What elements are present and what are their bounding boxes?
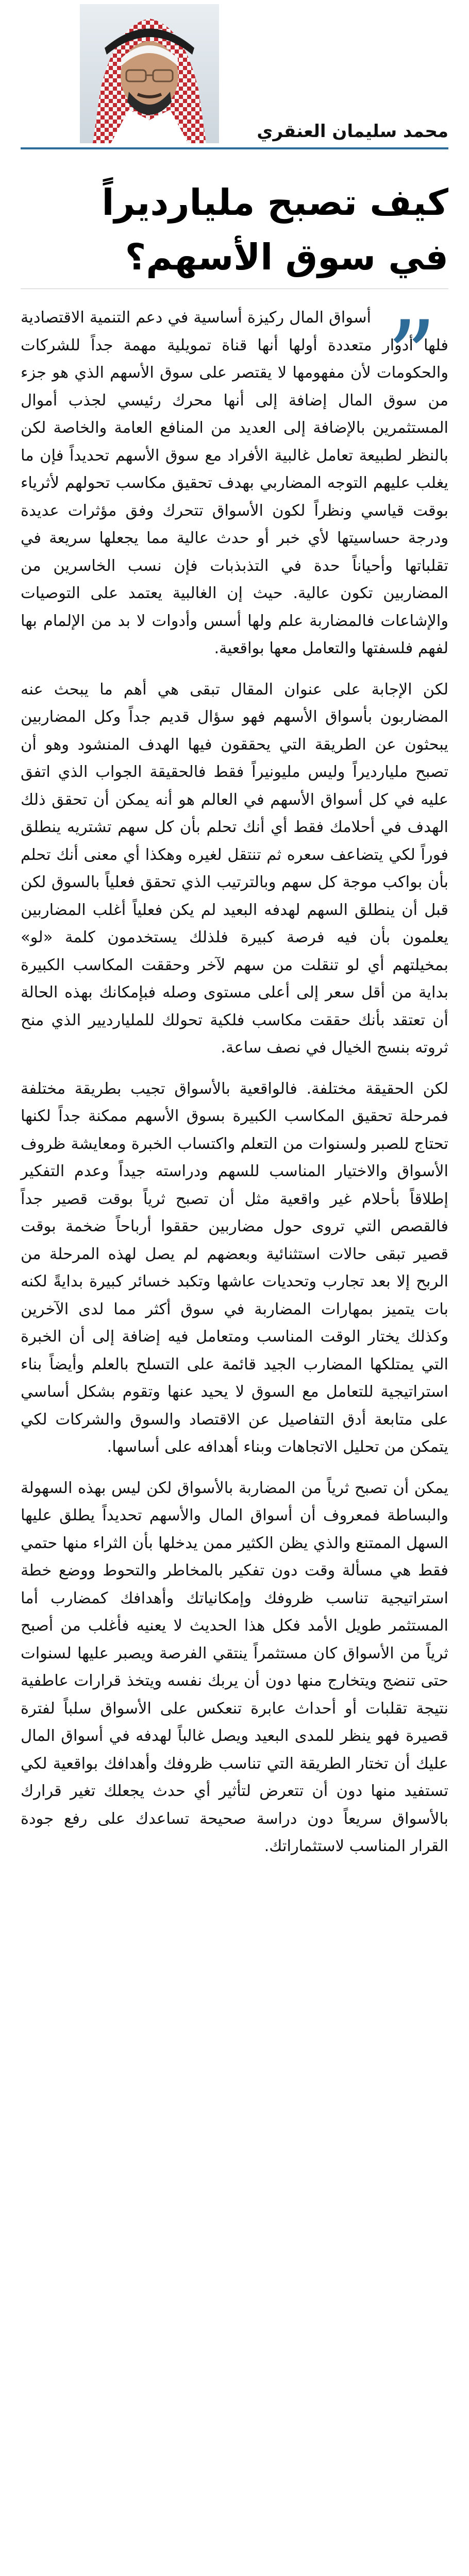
header-divider <box>21 147 448 149</box>
author-name: محمد سليمان العنقري <box>257 121 448 142</box>
article-paragraph: يمكن أن تصبح ثرياً من المضاربة بالأسواق لكن ليس بهذه السهولة والبساطة فمعروف أن أسواق المال والأسهم تحديداً يطلق عليها السهل الممتنع والذي يظن الكثير ممن يدخلها بأن الثراء منها حتمي فقط هي مسألة وقت دون تفكير بالمخاطر والتحوط ووضع خطة استراتيجية تناسب ظروفك وإمكانياتك وأهدافك كمضارب أما المستثمر طويل الأمد فكل هذا الحديث لا يعنيه فأغلب من أصبح ثرياً من الأسواق كان مستثمراً ينتقي الفرصة ويصبر عليها لسنوات حتى تنضج ويتخارج منها دون أن يربك نفسه ويتخذ قرارات عاطفية نتيجة تقلبات أو أحداث عابرة تنعكس على الأسواق سلباً لفترة قصيرة فهو ينظر للمدى البعيد ويصل غالباً لهدفه في أسواق المال عليك أن تختار الطريقة التي تناسب ظروفك وأهدافك بواقعية لكي تستفيد منها دون أن تتعرض لتأثير أي حدث يجعلك تغير قرارك بالأسواق سريعاً دون دراسة صحيحة تساعدك على رفع جودة القرار المناسب لاستثماراتك. <box>21 1479 448 1855</box>
article-header <box>0 0 469 149</box>
headline <box>21 175 448 284</box>
quote-mark-icon: ” <box>387 300 437 414</box>
author-photo <box>80 4 219 143</box>
article-body <box>21 300 448 1874</box>
headline-line-1: كيف تصبح مليارديراً <box>102 181 448 224</box>
article-paragraph: لكن الحقيقة مختلفة. فالواقعية بالأسواق تجيب بطريقة مختلفة فمرحلة تحقيق المكاسب الكبيرة بسوق الأسهم ممكنة جداً لكنها تحتاج للصبر ولسنوات من التعلم واكتساب الخبرة ومعايشة ظروف الأسواق والاختيار المناسب للسهم ودراسته جيداً وعدم التفكير إطلاقاً بأحلام غير واقعية مثل أن تصبح ثرياً بوقت قصير جداً فالقصص التي تروى حول مضاربين حققوا أرباحاً ضخمة بوقت قصير تبقى حالات استثنائية وبعضهم لم يصل لهذه المرحلة من الربح إلا بعد تجارب وتحديات عاشها وتكبد خسائر كبيرة بدايةً لكنه بات يتميز بمهارات المضاربة في سوق أكثر مما لدى الآخرين وكذلك يختار الوقت المناسب ومتعامل فيه إضافة إلى أن الخبرة التي يمتلكها المضارب الجيد قائمة على التسلح بالعلم وأيضاً بناء استراتيجية للتعامل مع السوق لا يحيد عنها وتقوم بشكل أساسي على متابعة أدق التفاصيل عن الاقتصاد والسوق والشركات لكي يتمكن من تحليل الاتجاهات وبناء أهدافه على أساسها. <box>21 1079 448 1456</box>
author-portrait <box>80 4 219 143</box>
headline-line-2: في سوق الأسهم؟ <box>125 236 448 278</box>
article-paragraph: أسواق المال ركيزة أساسية في دعم التنمية الاقتصادية فلها أدوار متعددة أولها أنها قناة تمويلية مهمة جداً للشركات والحكومات لأن مفهومها لا يقتصر على سوق الأسهم الذي هو جزء من سوق المال إضافة إلى أنها محرك رئيسي لجذب أموال المستثمرين بالإضافة إلى العديد من المنافع العامة والخاصة لكن بالنظر لطبيعة تعامل غالبية الأفراد مع سوق الأسهم تحديداً فإن ما يغلب عليهم التوجه المضاربي بهدف تحقيق مكاسب تحولهم لأثرياء بوقت قياسي ونظراً لكون الأسواق تتحرك وفق مؤثرات عديدة ودرجة حساسيتها لأي خبر أو حدث عالية مما يجعلها سريعة في تقلباتها وأحياناً حدة في التذبذبات فإن نسب الخاسرين من المضاربين تكون عالية. حيث إن الغالبية يعتمد على التوصيات والإشاعات فالمضاربة علم ولها أسس وأدوات لا بد من الإلمام بها لفهم فلسفتها والتعامل معها بواقعية. <box>21 309 448 657</box>
article-paragraph: لكن الإجابة على عنوان المقال تبقى هي أهم ما يبحث عنه المضاربون بأسواق الأسهم فهو سؤال قديم جداً وكل المضاربين يبحثون عن الطريقة التي يحققون فيها الهدف المنشود وهو أن تصبح مليارديراً وليس مليونيراً فقط فالحقيقة الجواب الذي اتفق عليه في كل أسواق الأسهم في العالم هو أنه يمكن أن تحقق ذلك الهدف في أحلامك فقط أي أنك تحلم بأن كل سهم تشتريه ينطلق فوراً لكي يتضاعف سعره ثم تنتقل لغيره وهكذا أي معنى أنك تحلم بأن بواكب موجة كل سهم وبالترتيب الذي تحقق فعلياً بالسوق لكن قبل أن ينطلق السهم لهدفه البعيد لم يكن فعلياً أغلب المضاربين يعلمون بأن فيه فرصة كبيرة فلذلك يستخدمون كلمة «لو» بمخيلتهم أي لو تنقلت من سهم لآخر وحققت المكاسب الكبيرة بداية من أقل سعر إلى أعلى مستوى وصله فبإمكانك بهذه الحالة أن تعتقد بأنك حققت مكاسب فلكية تحولك للمليارديير الذي منح ثروته بنسج الخيال في نصف ساعة. <box>21 680 448 1057</box>
